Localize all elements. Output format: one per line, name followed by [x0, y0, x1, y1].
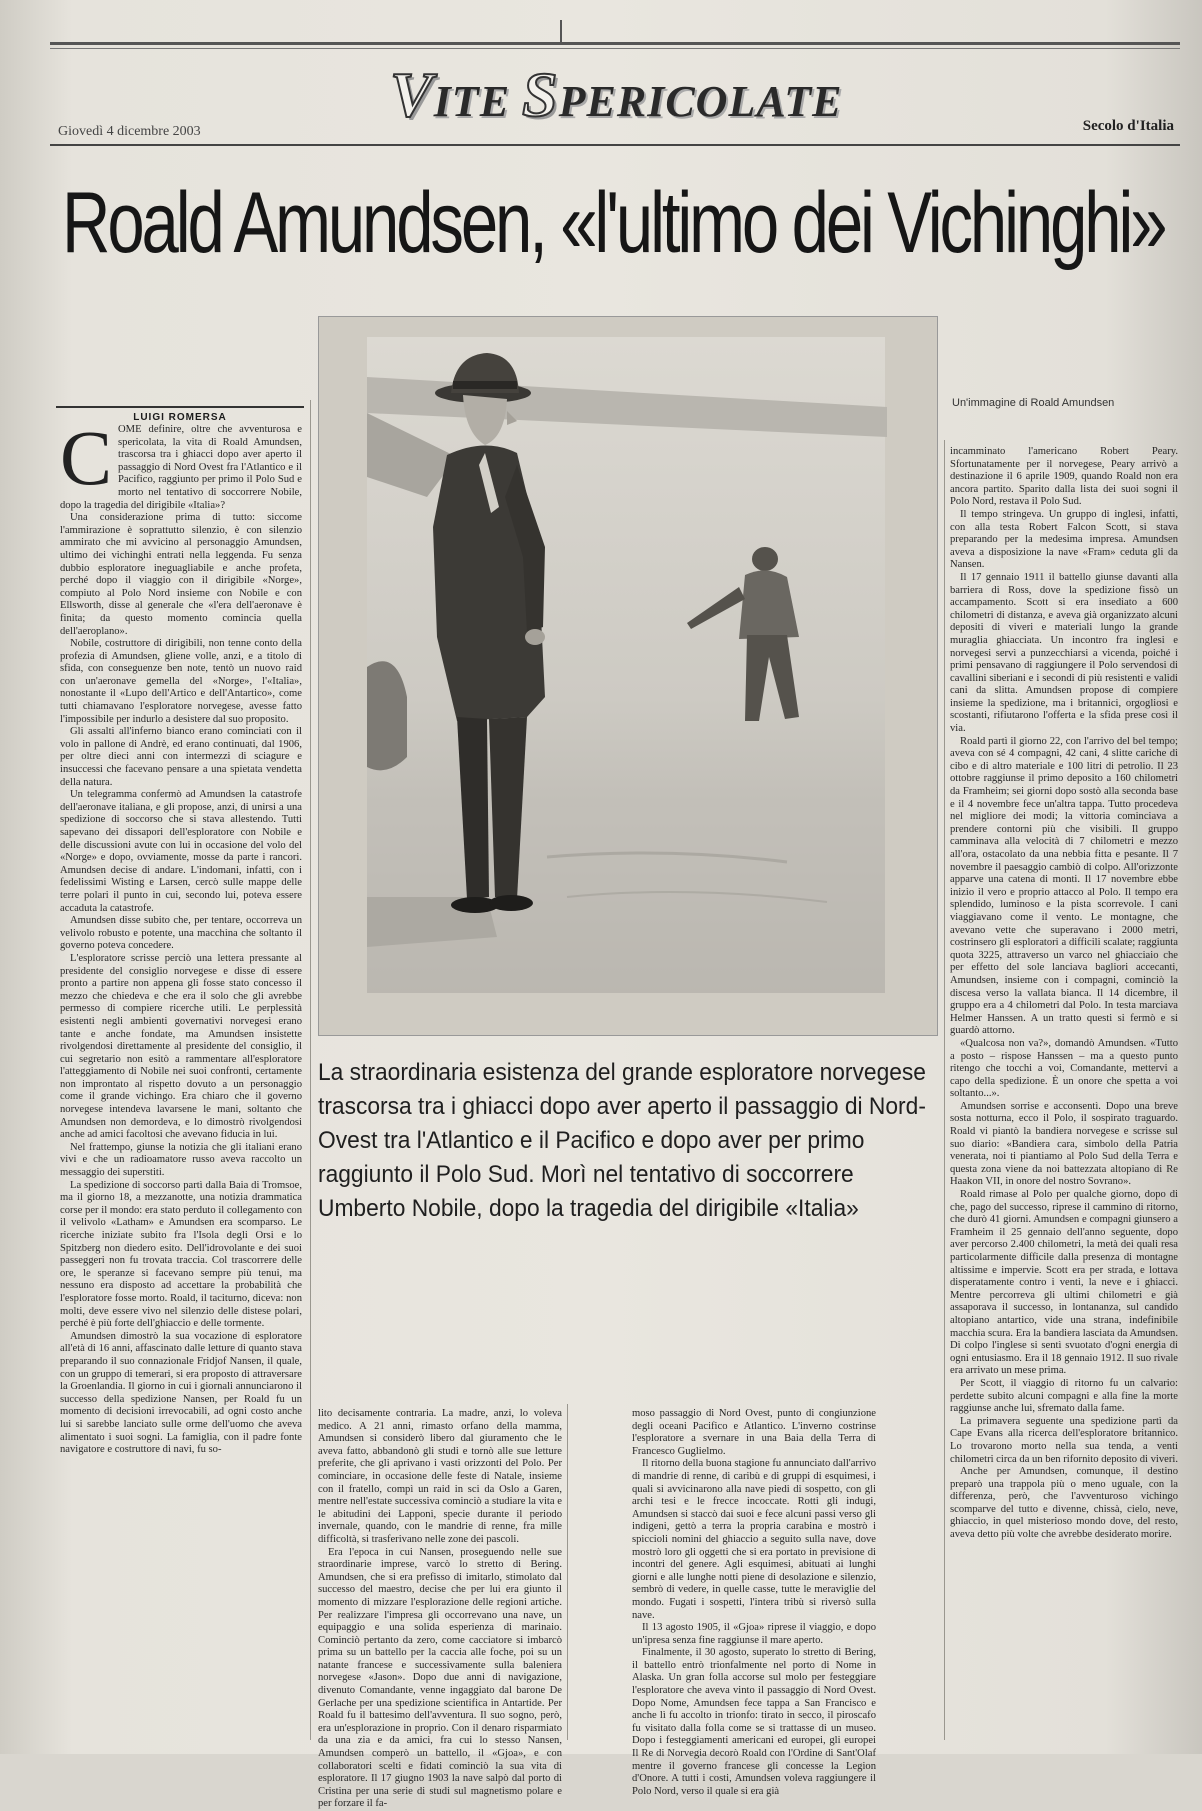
paragraph: Il 17 gennaio 1911 il battello giunse davanti alla barriera di Ross, dove la spedizione fissò un accampamento. Scott si era insediato a 600 chilometri di distanza, e aveva già organizzato alcuni depositi di viveri e materiali lungo la grande muraglia ghiacciata. Un incontro fra inglesi e norvegesi servì a punzecchiarsi a vicenda, poiché i primi pensavano di raggiungere il Polo servendosi di cavallini siberiani e i secondi di più resistenti e validi cani da slitta. Amundsen propose di compiere insieme la spedizione, ma i britannici, orgogliosi e scostanti, rifiutarono l'offerta e la sfida prese così il via. — [950, 571, 1178, 735]
column-divider — [310, 400, 311, 1740]
paragraph: moso passaggio di Nord Ovest, punto di congiunzione degli oceani Pacifico e Atlantico. L'inverno costrinse l'esploratore a svernare in una Baia della Terra di Francesco Guglielmo. — [632, 1408, 876, 1457]
article-column-4 — [950, 446, 1178, 1742]
issue-date: Giovedì 4 dicembre 2003 — [58, 124, 201, 139]
paragraph: L'esploratore scrisse perciò una lettera pressante al presidente del consiglio norvegese e disse di essere pronto a partire non appena gli fosse stato concesso il mezzo che chiedeva e che era il solo che gli avrebbe permesso di compiere ricerche utili. Le perplessità esistenti negli ambienti governativi norvegesi erano tante e anche fondate, ma Amundsen insistette rivolgendosi direttamente al presidente del consiglio, il cui segretario non esitò a rammentare all'esploratore l'atteggiamento di Nobile nei suoi confronti, certamente non improntato al rispetto dovuto a un personaggio come il grande vichingo. Era chiaro che il governo norvegese intendeva lavarsene le mani, soltanto che Amundsen non demordeva, e lo dimostrò rivolgendosi anche ad amici facoltosi che avevano fiducia in lui. — [60, 952, 302, 1141]
section-title-word-2: PERICOLATE — [558, 77, 843, 126]
column-divider — [944, 440, 945, 1740]
paragraph: Era l'epoca in cui Nansen, proseguendo nelle sue straordinarie imprese, varcò lo stretto di Bering. Amundsen, che si era prefisso di imitarlo, stimolato dal successo del maestro, decise che per lui era giunto il momento di mizzare l'esplorazione delle regioni artiche. Per realizzare l'impresa gli occorrevano una nave, un equipaggio e una solida esperienza di marinaio. Cominciò pertanto da zero, come cacciatore si imbarcò prima su un battello per la caccia alle foche, poi su un natante francese e successivamente sulla baleniera norvegese «Jason». Dopo due anni di navigazione, divenuto Comandante, venne ingaggiato dal barone De Gerlache per una spedizione scientifica in Antartide. Per Roald fu il battesimo dell'avventura. Il suo sogno, però, era un'esplorazione in proprio. Con il denaro risparmiato da una zia e da amici, fra cui lo stesso Nansen, Amundsen comperò un battello, il «Gjoa», e con collaboratori scelti e fidati cominciò la sua vita di esploratore. Il 17 giugno 1903 la nave salpò dal porto di Cristina per una serie di studi sul magnetismo polare e per forzare il fa- — [318, 1546, 562, 1810]
column-divider — [567, 1404, 568, 1740]
top-rule-thin — [50, 48, 1180, 49]
paragraph: Amundsen sorrise e acconsentì. Dopo una breve sosta notturna, ecco il Polo, il sospirato traguardo. Roald vi piantò la bandiera norvegese e scrisse sul suo diario: «Bandiera cara, simbolo della Patria venerata, noi ti piantiamo al Polo Sud della Terra e questa zona viene da noi battezzata altopiano di Re Haakon VII, in onore del nostro Sovrano». — [950, 1100, 1178, 1188]
paragraph: incamminato l'americano Robert Peary. Sfortunatamente per il norvegese, Peary arrivò a destinazione il 6 aprile 1909, quando Roald non era ancora partito. Sparito dalla lista dei suoi sogni il Polo Nord, restava il Polo Sud. — [950, 446, 1178, 508]
header-rule — [50, 144, 1180, 146]
section-title-word-1: ITE — [433, 77, 523, 126]
section-title-cap-s: S — [522, 59, 559, 130]
top-rule — [50, 42, 1180, 45]
paragraph: Il tempo stringeva. Un gruppo di inglesi, infatti, con alla testa Robert Falcon Scott, si stava preparando per la medesima impresa. Amundsen aveva a disposizione la nave «Fram» ceduta gli da Nansen. — [950, 508, 1178, 571]
amundsen-photo — [367, 337, 885, 993]
paragraph: La primavera seguente una spedizione partì da Cape Evans alla ricerca dell'esploratore britannico. Lo trovarono morto nella sua tenda, a venti chilometri circa da un ben rifornito deposito di viveri. — [950, 1415, 1178, 1465]
byline: LUIGI ROMERSA — [56, 406, 304, 423]
paragraph: «Qualcosa non va?», domandò Amundsen. «Tutto a posto – rispose Hanssen – ma a questo punto ritengo che tocchi a voi, Comandante, mettervi a capo della spedizione. È un onore che spetta a voi soltanto...». — [950, 1037, 1178, 1100]
pull-quote: La straordinaria esistenza del grande esploratore norvegese trascorsa tra i ghiacci dopo aver aperto il passaggio di Nord-Ovest tra l'Atlantico e il Pacifico e dopo aver per primo raggiunto il Polo Sud. Morì nel tentativo di soccorrere Umberto Nobile, dopo la tragedia del dirigibile «Italia» — [318, 1059, 926, 1222]
drop-cap: C — [60, 414, 113, 501]
paragraph: Amundsen dimostrò la sua vocazione di esploratore all'età di 16 anni, affascinato dalle letture di quanto stava preparando il suo connazionale Fridjof Nansen, il quale, con un gruppo di temerari, si era proposto di attraversare la Groenlandia. Il giorno in cui i giornali annunciarono il successo della spedizione Nansen, per Roald fu un momento di decisioni irrevocabili, ad ogni costo anche lui si sarebbe lanciato sulle orme dell'uomo che aveva alimentato i suoi sogni. La famiglia, con il padre fonte navigatore e costruttore di navi, fu so- — [60, 1330, 302, 1456]
paragraph: Amundsen disse subito che, per tentare, occorreva un velivolo robusto e potente, una macchina che soltanto il governo poteva concedere. — [60, 915, 302, 952]
paragraph: lito decisamente contraria. La madre, anzi, lo voleva medico. A 21 anni, rimasto orfano della mamma, Amundsen si considerò libero dal giuramento che le aveva fatto, abbandonò gli studi e tornò alle sue letture preferite, che gli aprivano i vasti orizzonti del Polo. Per cominciare, in occasione delle feste di Natale, insieme con il fratello, compì un raid in sci da Oslo a Garen, mentre nell'estate successiva cominciò a studiare la vita e le abitudini dei Lapponi, specie durante il periodo invernale, quando, con le mandrie di renne, fra mille difficoltà, si trasferivano nelle zone dei pascoli. — [318, 1408, 562, 1545]
section-title-cap-v: V — [390, 59, 434, 130]
paragraph: Per Scott, il viaggio di ritorno fu un calvario: perdette subito alcuni compagni e alla fine la morte raggiunse anche lui, sfremato dalla fame. — [950, 1377, 1178, 1415]
photo-caption: Un'immagine di Roald Amundsen — [952, 397, 1115, 409]
paragraph: Anche per Amundsen, comunque, il destino preparò una trappola più o meno uguale, con la differenza, però, che l'avventuroso vichingo scomparve del tutto e divenne, chissà, cielo, neve, ghiaccio, in quel misterioso mondo dove, del resto, aveva detto più volte che avrebbe desiderato morire. — [950, 1466, 1178, 1541]
paragraph: La spedizione di soccorso partì dalla Baia di Tromsoe, ma il giorno 18, a mezzanotte, una notizia drammatica corse per il mondo: era stato perduto il collegamento con il velivolo «Latham» e Amundsen era scomparso. Le ricerche iniziate subito fra l'Isola degli Orsi e lo Spitzberg non diedero esito. Dell'idrovolante e dei suoi passeggeri non fu trovata traccia. Col trascorrere delle ore, le speranze si facevano sempre più tenui, ma nessuno era disposto ad accettare la probabilità che l'esploratore fosse morto. Roald, il taciturno, diceva: non molti, deve essere vivo nel silenzio delle distese polari, perché è più forte dell'ghiaccio e delle tormente. — [60, 1179, 302, 1330]
fold-mark — [560, 20, 562, 44]
newspaper-name: Secolo d'Italia — [1082, 118, 1174, 134]
photo-frame — [318, 316, 938, 1036]
paragraph: Nobile, costruttore di dirigibili, non tenne conto della profezia di Amundsen, gliene volle, anzi, e a titolo di sfida, con conseguenze ben note, tentò un nuovo raid con un'aeronave gemella del «Norge», l'«Italia», nonostante il «Lupo dell'Artico e dell'Antartico», come tutti chiamavano l'esploratore norvegese, avesse fatto l'impossibile per indurlo a desistere dal suo proposito. — [60, 638, 302, 725]
paragraph: Finalmente, il 30 agosto, superato lo stretto di Bering, il battello entrò trionfalmente nel porto di Nome in Alaska. Un gran folla accorse sul molo per festeggiare l'esploratore che aveva vinto il passaggio di Nord Ovest. Dopo Nome, Amundsen fece tappa a San Francisco e anche lì fu accolto in trionfo: tirato in secco, il piroscafo fu visitato dalla folla come se si trattasse di un museo. Dopo i festeggiamenti americani ed europei, gli europei Il Re di Norvegia decorò Roald con l'Ordine di Sant'Olaf mentre il governo francese gli concesse la Legion d'Onore. A tutti i costi, Amundsen voleva raggiungere il Polo Nord, verso il quale si era già — [632, 1647, 876, 1797]
paragraph: Il ritorno della buona stagione fu annunciato dall'arrivo di mandrie di renne, di caribù e di gruppi di esquimesi, i quali si avvicinarono alla nave piedi di sospetto, con gli archi tesi e le frecce incoccate. Rotti gli indugi, Amundsen si staccò dai suoi e fece alcuni passi verso gli indigeni, gettò a terra la propria carabina e mostrò i spiccioli nomini del ghiaccio a seguito sulla nave, dove mostrò loro gli oggetti che si era portato in previsione di incontri del genere. Agli esquimesi, abituati ai lunghi giorni e alle lunghe notti piene di desolazione e silenzio, sembrò di vedere, in quelle casse, tutte le meraviglie del mondo. Fugati i sospetti, l'intera tribù si riversò sulla nave. — [632, 1458, 877, 1621]
article-column-3 — [632, 1408, 877, 1797]
paragraph: Una considerazione prima di tutto: siccome l'ammirazione è soprattutto silenzio, è con silenzio ammirato che mi avvicino al personaggio Amundsen, ultimo dei vichinghi entrati nella leggenda. Fu senza dubbio esploratore ineguagliabile e anche profeta, perché dopo il viaggio con il dirigibile «Norge», compiuto al Polo Nord insieme con Nobile e con Ellsworth, disse al generale che «l'era dell'aeronave è finita; da questo momento comincia quella dell'aeroplano». — [60, 512, 302, 637]
section-title — [390, 58, 870, 130]
article-column-2 — [318, 1408, 562, 1810]
paragraph: Roald partì il giorno 22, con l'arrivo del bel tempo; aveva con sé 4 compagni, 42 cani, 4 slitte cariche di cibo e di altro materiale e 100 litri di petrolio. Il 23 ottobre raggiunse il primo deposito a 160 chilometri da Framheim; sei giorni dopo sostò alla seconda base e il 4 novembre fece un'altra tappa. Tutto procedeva nel migliore dei modi; la vittoria cominciava a prendere contorni più che visibili. Il gruppo camminava alla velocità di 7 chilometri e mezzo all'ora, ostacolato da una nebbia fitta e pesante. Il 7 novembre il paesaggio cambiò di colpo. All'orizzonte apparve una catena di monti. Il 17 novembre ebbe inizio il vero e proprio attacco al Polo. Il tempo era splendido, luminoso e la pista scorrevole. I cani viaggiavano come il vento. Le montagne, che avevano vette che superavano i 2000 metri, costrinsero gli esploratori a difficili scalate; raggiunta quota 3225, attraverso un varco nel ghiacciaio che per effetto del sole lanciava bagliori accecanti, Amundsen, insieme con i compagni, cominciò la discesa verso la vallata bianca. Il 14 dicembre, il gruppo era a 4 chilometri dal Polo. In testa marciava Helmer Hanssen. A un tratto questi si fermò e si guardò attorno. — [950, 735, 1178, 1037]
photo-illustration — [367, 337, 885, 993]
paragraph: Gli assalti all'inferno bianco erano cominciati con il volo in pallone di Andrè, ed erano continuati, dal 1906, per oltre dieci anni con intermezzi di sciagure e insuccessi che facevano pensare a una spietata vendetta della natura. — [60, 726, 302, 788]
headline: Roald Amundsen, «l'ultimo dei Vichinghi» — [62, 175, 1165, 271]
paragraph: Roald rimase al Polo per qualche giorno, dopo di che, pago del successo, riprese il cammino di ritorno, che durò 41 giorni. Amundsen e compagni giunsero a Framheim il 25 gennaio dell'anno seguente, dopo aver percorso 2.400 chilometri, la metà dei quali resa particolarmente difficile dalla presenza di montagne altissime e impervie. Scott era per strada, e lottava disperatamente contro i venti, la neve e i ghiacci. Mentre percorreva gli ultimi chilometri e già assaporava il successo, in lontananza, sul candido altopiano antartico, vide una strana, indefinibile macchia scura. Era la bandiera lasciata da Amundsen. Di colpo l'inglese si sentì svuotato d'ogni energia di ogni entusiasmo. Era il 18 gennaio 1912. Il suo rivale era arrivato un mese prima. — [950, 1189, 1178, 1377]
paragraph: Un telegramma confermò ad Amundsen la catastrofe dell'aeronave italiana, e gli propose, anzi, di unirsi a una spedizione di soccorso che si stava allestendo. Tutti sapevano dei dissapori dell'esploratore con Nobile e delle discussioni avute con lui in occasione del volo del «Norge» e dopo, ovviamente, mosse da parte i rancori. Amundsen decise di andare. L'indomani, infatti, con i fedelissimi Wisting e Larsen, cercò sulle mappe delle terre polari il punto in cui, secondo lui, poteva essere accaduta la catastrofe. — [60, 789, 302, 914]
paragraph: Nel frattempo, giunse la notizia che gli italiani erano vivi e che un radioamatore russo aveva raccolto un messaggio dei superstiti. — [60, 1141, 302, 1179]
paragraph: OME definire, oltre che avventurosa e spericolata, la vita di Roald Amundsen, trascorsa tra i ghiacci dopo aver aperto il passaggio di Nord Ovest fra l'Atlantico e il Pacifico, raggiunto per primo il Polo Sud e morto nel tentativo di soccorrere Nobile, dopo la tragedia del dirigibile «Italia»? — [60, 424, 302, 511]
paragraph: Il 13 agosto 1905, il «Gjoa» riprese il viaggio, e dopo un'ipresa senza fine raggiunse il mare aperto. — [632, 1622, 876, 1646]
